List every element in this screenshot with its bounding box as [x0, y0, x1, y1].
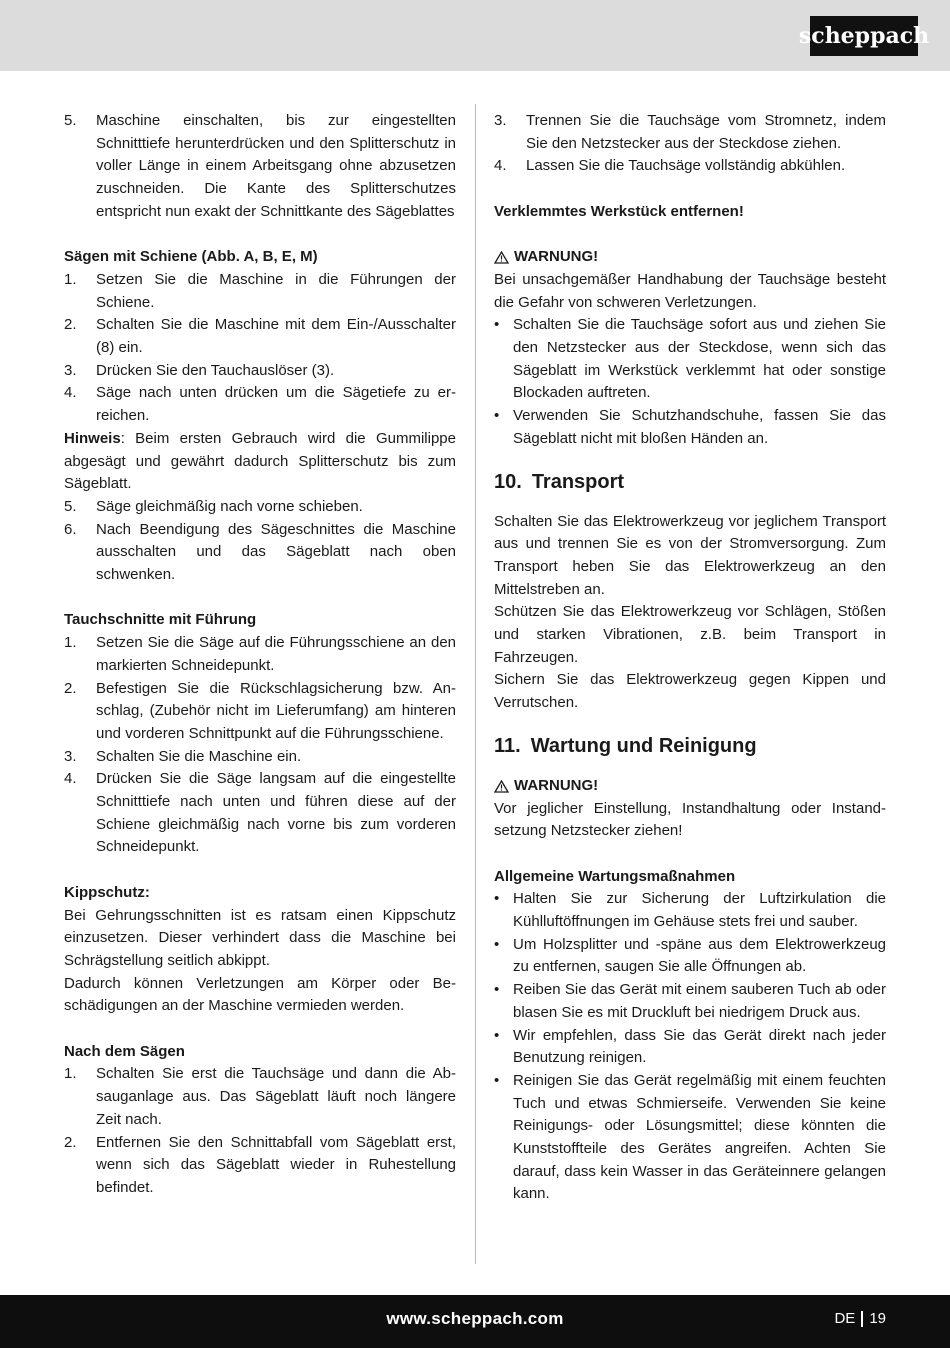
warning-label: WARNUNG!: [494, 775, 886, 798]
list-item: 3. Schalten Sie die Maschine ein.: [64, 747, 302, 765]
column-divider: [475, 104, 476, 1264]
section-heading-nach: Nach dem Sägen: [64, 1042, 185, 1060]
hinweis-note: Hinweis: Beim ersten Gebrauch wird die Gummilippe abgesägt und gewährt dadurch Splitterschutz bis zum Sägeblatt.: [64, 429, 456, 493]
page-number: [834, 1310, 886, 1327]
page-number-value: 19: [869, 1310, 886, 1327]
step-list: [64, 269, 456, 428]
brand-logo: [798, 16, 930, 56]
list-item: 5. Maschine einschalten, bis zur eingestellten Schnitttiefe herunterdrücken und den Splitterschutz in voller Länge in einem Arbeitsgang ohne abzusetzen zuschneiden. Die Kante des Splitterschutzes entspricht nun exakt der Schnittkante des Sägeblattes: [64, 112, 456, 220]
list-item: 3. Trennen Sie die Tauchsäge vom Stromnetz, indem Sie den Netzstecker aus der Steckdose ziehen.: [494, 112, 886, 152]
section-heading-klemm: Verklemmtes Werkstück entfernen!: [494, 202, 744, 220]
paragraph: Sichern Sie das Elektrowerkzeug gegen Kippen und Verrutschen.: [494, 671, 886, 712]
brand-wordmark: scheppach: [798, 23, 930, 49]
list-item: 1. Setzen Sie die Säge auf die Führungsschiene an den markierten Schneidepunkt.: [64, 634, 456, 674]
bullet-list: [494, 314, 886, 450]
list-item: • Reiben Sie das Gerät mit einem sauberen Tuch ab oder blasen Sie es mit Druckluft bei niedrigem Druck aus.: [494, 981, 886, 1021]
list-item: 2. Schalten Sie die Maschine mit dem Ein-/Ausschalter (8) ein.: [64, 316, 456, 357]
footer-url-link[interactable]: www.scheppach.com: [386, 1309, 564, 1328]
list-item: 6. Nach Beendigung des Sägeschnittes die Maschine ausschalten und das Sägeblatt nach oben schwenken.: [64, 520, 456, 584]
paragraph: Bei Gehrungsschnitten ist es ratsam einen Kippschutz einzusetzen. Dieser verhindert dass die Maschine bei Schrägstellung seitlich abkippt.: [64, 906, 456, 969]
page-header: [0, 0, 950, 71]
paragraph: Schalten Sie das Elektrowerkzeug vor jeglichem Transport aus und trennen Sie es von der Stromversorgung. Zum Transport heben Sie das Elektrowerkzeug an den Mittelstreben an.: [494, 512, 886, 598]
list-item: • Reinigen Sie das Gerät regelmäßig mit einem feuchten Tuch und etwas Schmierseife. Verwenden Sie keine Reinigungs- oder Lösungsmittel; diese könnten die Kunststoffteile des Gerätes angreifen. Achten Sie darauf, dass kein Wasser in das Geräteinnere gelangen kann.: [494, 1071, 886, 1203]
right-column: [494, 110, 886, 1206]
list-item: 4. Lassen Sie die Tauchsäge vollständig abkühlen.: [494, 157, 846, 175]
list-item: 4. Drücken Sie die Säge langsam auf die eingestellte Schnitttiefe nach unten und führen diese auf der Schiene gleichmäßig nach vorne bis zum vorderen Schneidepunkt.: [64, 770, 456, 856]
separator: [861, 1311, 863, 1327]
section-title-wartung: 11. Wartung und Reinigung: [494, 734, 757, 757]
section-heading-kipp: Kippschutz:: [64, 883, 150, 901]
list-item: 4. Säge nach unten drücken um die Sägetiefe zu erreichen.: [64, 384, 456, 425]
list-item: • Halten Sie zur Sicherung der Luftzirkulation die Kühlluftöffnungen im Gehäuse stets frei und sauber.: [494, 890, 886, 931]
list-item: 2. Befestigen Sie die Rückschlagsicherung bzw. Anschlag, (Zubehör nicht im Lieferumfang) am hinteren und vorderen Schnittpunkt auf die Führungsschiene.: [64, 679, 456, 742]
paragraph: Dadurch können Verletzungen am Körper oder Beschädigungen an der Maschine vermieden werden.: [64, 974, 456, 1015]
bullet-list: [494, 888, 886, 1206]
section-heading-wartungsmassnahmen: Allgemeine Wartungsmaßnahmen: [494, 867, 736, 885]
warning-triangle-icon: [494, 780, 509, 793]
page-footer: [0, 1295, 950, 1348]
step-list: [64, 632, 456, 859]
step-list: [64, 110, 456, 224]
warning-triangle-icon: [494, 251, 509, 264]
left-column: [64, 110, 456, 1200]
list-item: 2. Entfernen Sie den Schnittabfall vom Sägeblatt erst, wenn sich das Sägeblatt wieder in Ruhestellung befindet.: [64, 1133, 456, 1196]
section-heading-tauch: Tauchschnitte mit Führung: [64, 611, 257, 629]
warning-label: WARNUNG!: [494, 246, 886, 269]
hinweis-label: Hinweis: [64, 429, 121, 447]
section-title-transport: 10. Transport: [494, 470, 625, 493]
list-item: • Wir empfehlen, dass Sie das Gerät direkt nach jeder Benutzung reinigen.: [494, 1026, 886, 1067]
step-list: [494, 110, 886, 178]
step-list: [64, 1063, 456, 1199]
list-item: 3. Drücken Sie den Tauchauslöser (3).: [64, 361, 335, 379]
list-item: 1. Setzen Sie die Maschine in die Führungen der Schiene.: [64, 270, 456, 311]
list-item: 5. Säge gleichmäßig nach vorne schieben.: [64, 497, 363, 515]
list-item: • Um Holzsplitter und -späne aus dem Elektrowerkzeug zu entfernen, saugen Sie alle Öffnungen ab.: [494, 935, 886, 976]
paragraph: Schützen Sie das Elektrowerkzeug vor Schlägen, Stößen und starken Vibrationen, z.B. beim Transport in Fahrzeugen.: [494, 603, 886, 666]
language-code: DE: [834, 1310, 856, 1327]
list-item: 1. Schalten Sie erst die Tauchsäge und dann die Absauganlage aus. Das Sägeblatt läuft noch längere Zeit nach.: [64, 1065, 456, 1128]
section-heading-saegen: Sägen mit Schiene (Abb. A, B, E, M): [64, 248, 318, 266]
paragraph: Vor jeglicher Einstellung, Instandhaltung oder Instandsetzung Netzstecker ziehen!: [494, 799, 886, 840]
list-item: • Verwenden Sie Schutzhandschuhe, fassen Sie das Sägeblatt nicht mit bloßen Händen an.: [494, 407, 886, 447]
paragraph: Bei unsachgemäßer Handhabung der Tauchsäge besteht die Gefahr von schweren Verletzungen.: [494, 270, 886, 311]
list-item: • Schalten Sie die Tauchsäge sofort aus und ziehen Sie den Netzstecker aus der Steckdose, wenn sich das Sägeblatt im Werkstück verklemmt hat oder sonstige Blockaden auftreten.: [494, 316, 886, 402]
step-list: [64, 496, 456, 587]
